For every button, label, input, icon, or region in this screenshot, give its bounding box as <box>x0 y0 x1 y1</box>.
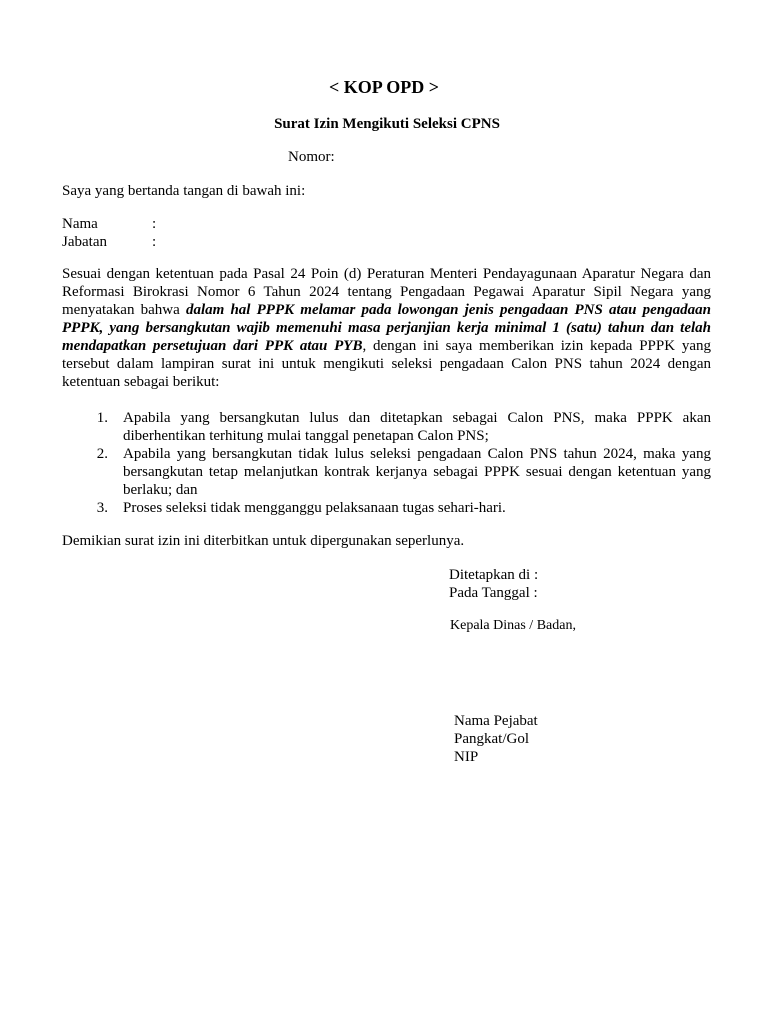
issued-date-label: Pada Tanggal : <box>449 585 538 601</box>
condition-item <box>62 499 711 517</box>
condition-text: Proses seleksi tidak mengganggu pelaksanaan tugas sehari-hari. <box>123 500 506 516</box>
signer-office-title: Kepala Dinas / Badan, <box>450 618 576 633</box>
main-paragraph <box>62 265 711 391</box>
condition-number: 1. <box>96 410 108 426</box>
conditions-list <box>62 409 711 517</box>
closing-statement: Demikian surat izin ini diterbitkan untuk dipergunakan seperlunya. <box>62 533 465 549</box>
identity-label-name: Nama <box>62 216 98 232</box>
letter-number-label: Nomor: <box>288 149 335 165</box>
main-paragraph-emphasis: dalam hal PPPK melamar pada lowongan jenis pengadaan PNS atau pengadaan PPPK, yang bersangkutan wajib memenuhi masa perjanjian kerja minimal 1 (satu) tahun dan telah mendapatkan persetujuan dari PPK atau PYB <box>62 302 711 354</box>
condition-number: 3. <box>96 500 108 516</box>
main-paragraph-part1: Sesuai dengan ketentuan pada Pasal 24 Poin (d) Peraturan Menteri Pendayagunaan Aparatur Negara dan Reformasi Birokrasi Nomor 6 Tahun 2024 tentang Pengadaan Pegawai Aparatur Sipil Negara yang menyatakan bahwa <box>62 266 711 318</box>
identity-label-position: Jabatan <box>62 234 107 250</box>
condition-item <box>62 445 711 499</box>
identity-row-position <box>62 233 156 251</box>
main-paragraph-part2: , dengan ini saya memberikan izin kepada PPPK yang tersebut dalam lampiran surat ini untuk mengikuti seleksi pengadaan Calon PNS tahun 2024 dengan ketentuan sebagai berikut: <box>62 338 711 390</box>
condition-item <box>62 409 711 445</box>
intro-statement: Saya yang bertanda tangan di bawah ini: <box>62 183 306 199</box>
letterhead-placeholder: < KOP OPD > <box>328 77 439 97</box>
identity-row-name <box>62 215 156 233</box>
signer-details-block <box>454 712 538 766</box>
identity-colon-position: : <box>152 234 157 250</box>
condition-text: Apabila yang bersangkutan lulus dan ditetapkan sebagai Calon PNS, maka PPPK akan diberhentikan terhitung mulai tanggal penetapan Calon PNS; <box>123 410 711 444</box>
signer-identity-block <box>62 215 156 251</box>
identity-colon-name: : <box>152 216 157 232</box>
official-name: Nama Pejabat <box>454 713 538 729</box>
condition-text: Apabila yang bersangkutan tidak lulus seleksi pengadaan Calon PNS tahun 2024, maka yang bersangkutan tetap melanjutkan kontrak kerjanya sebagai PPPK sesuai dengan ketentuan yang berlaku; dan <box>123 446 711 498</box>
official-rank: Pangkat/Gol <box>454 731 529 747</box>
condition-number: 2. <box>96 446 108 462</box>
signature-place-date-block <box>449 566 538 602</box>
issued-at-label: Ditetapkan di : <box>449 567 539 583</box>
official-nip: NIP <box>454 749 479 765</box>
letter-title: Surat Izin Mengikuti Seleksi CPNS <box>274 116 500 132</box>
